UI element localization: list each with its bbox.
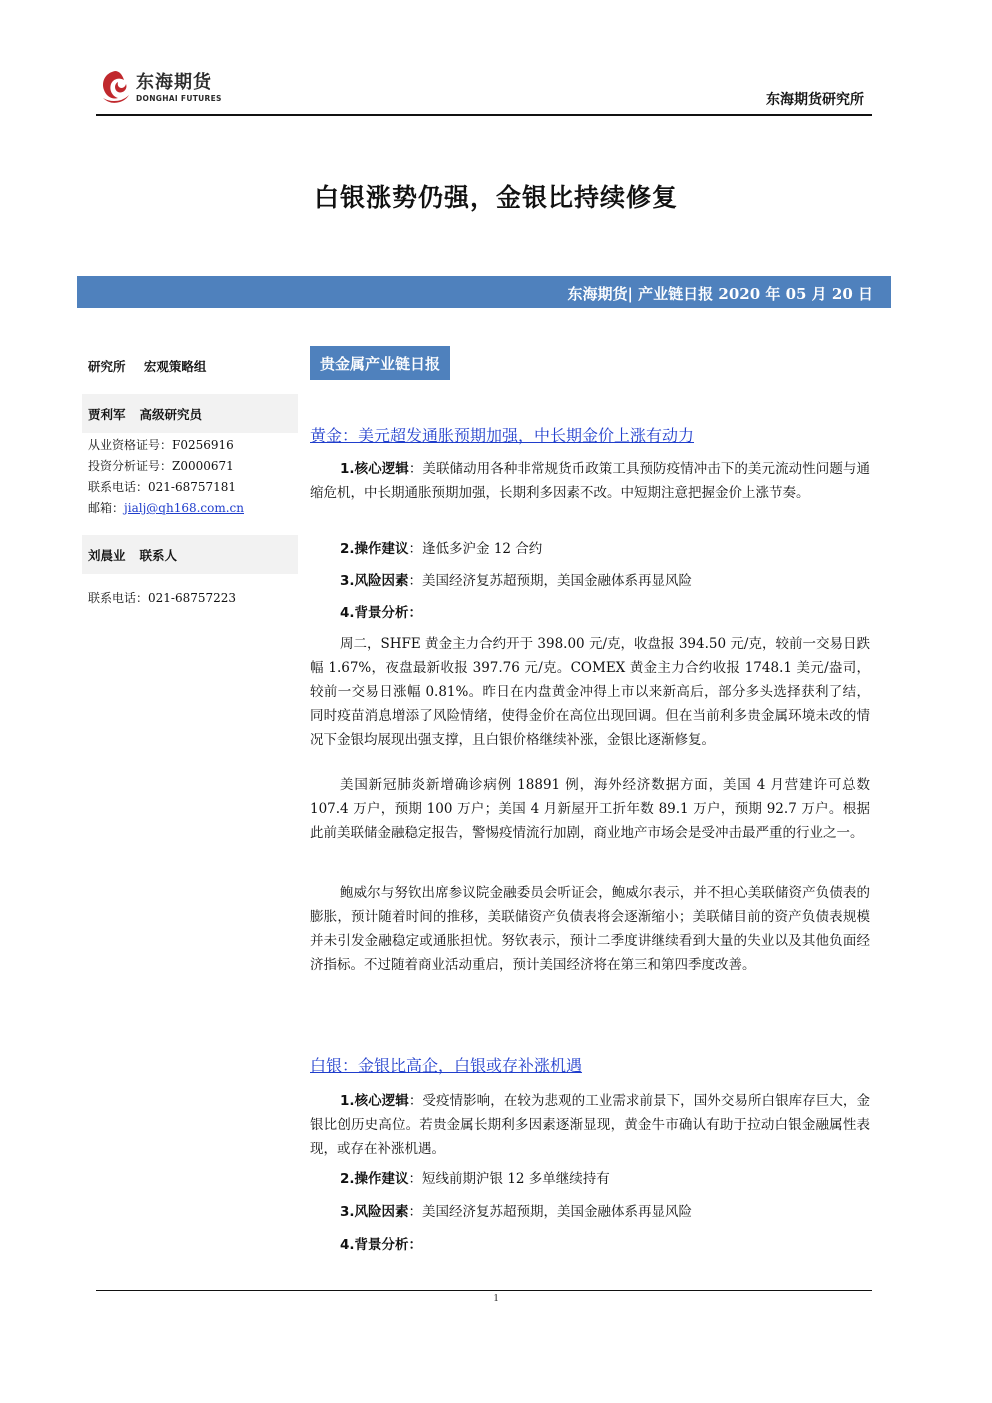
contact-phone: 联系电话：021-68757223 xyxy=(88,591,237,605)
silver-background xyxy=(310,1233,870,1257)
analyst-name: 贾利军 xyxy=(88,406,126,422)
banner-text: 东海期货| 产业链日报 2020 年 05 月 20 日 xyxy=(567,285,873,303)
sidebar-team: 宏观策略组 xyxy=(143,359,207,374)
silver-core-text: ：受疫情影响，在较为悲观的工业需求前景下，国外交易所白银库存巨大，金银比创历史高位。若贵金属长期利多因素逐渐显现，黄金牛市确认有助于拉动白银金融属性表现，或存在补涨机遇。 xyxy=(310,1093,871,1157)
gold-core-label: 1.核心逻辑 xyxy=(340,461,409,477)
silver-core-label: 1.核心逻辑 xyxy=(340,1093,409,1109)
silver-bg-label: 4.背景分析： xyxy=(340,1237,423,1253)
page-number: 1 xyxy=(493,1293,499,1304)
silver-core-logic xyxy=(310,1089,870,1161)
footer-divider xyxy=(96,1290,872,1291)
donghai-logo-icon xyxy=(98,68,132,108)
silver-risk-label: 3.风险因素 xyxy=(340,1204,409,1220)
gold-bg-label: 4.背景分析： xyxy=(340,605,423,621)
gold-section-heading[interactable]: 黄金：美元超发通胀预期加强，中长期金价上涨有动力 xyxy=(310,426,695,445)
contact-name: 刘晨业 xyxy=(88,547,126,563)
analyst-license: 从业资格证号：F0256916 xyxy=(88,438,234,452)
analyst-phone: 联系电话：021-68757181 xyxy=(88,480,237,494)
logo-english-name: DONGHAI FUTURES xyxy=(136,93,222,103)
analyst-role: 高级研究员 xyxy=(139,406,203,422)
analyst-email-link[interactable]: jialj@qh168.com.cn xyxy=(124,501,245,515)
silver-risk-text: ：美国经济复苏超预期，美国金融体系再显风险 xyxy=(408,1204,693,1220)
sidebar-group xyxy=(82,357,298,379)
gold-paragraph-1: 周二，SHFE 黄金主力合约开于 398.00 元/克，收盘报 394.50 元/克，较前一交易日跌幅 1.67%，夜盘最新收报 397.76 元/克。COMEX 黄金主力合约收报 1748.1 美元/盎司，较前一交易日涨幅 0.81%。昨日在内盘黄金冲得上市以来新高后，部分多头选择获利了结，同时疫苗消息增添了风险情绪，使得金价在高位出现回调。但在当前利多贵金属环境未改的情况下金银均展现出强支撑，且白银价格继续补涨，金银比逐渐修复。 xyxy=(310,636,870,748)
contact-role: 联系人 xyxy=(139,547,178,563)
logo-chinese-name: 东海期货 xyxy=(136,71,212,93)
company-logo xyxy=(98,66,228,110)
sidebar-analyst xyxy=(82,394,298,519)
sidebar-dept: 研究所 xyxy=(88,359,126,374)
gold-core-logic xyxy=(310,457,870,505)
gold-risk-text: ：美国经济复苏超预期，美国金融体系再显风险 xyxy=(408,573,693,589)
silver-risk xyxy=(310,1200,870,1224)
gold-operation xyxy=(310,537,870,561)
gold-op-text: ：逢低多沪金 12 合约 xyxy=(408,541,543,557)
analyst-invest-license: 投资分析证号：Z0000671 xyxy=(88,459,234,473)
silver-op-text: ：短线前期沪银 12 多单继续持有 xyxy=(408,1171,610,1187)
header-institute: 东海期货研究所 xyxy=(766,92,864,108)
gold-paragraph-3: 鲍威尔与努钦出席参议院金融委员会听证会，鲍威尔表示，并不担心美联储资产负债表的膨胀，预计随着时间的推移，美联储资产负债表将会逐渐缩小；美联储目前的资产负债表规模并未引发金融稳定或通胀担忧。努钦表示，预计二季度讲继续看到大量的失业以及其他负面经济指标。不过随着商业活动重启，预计美国经济将在第三和第四季度改善。 xyxy=(310,885,870,973)
gold-risk-label: 3.风险因素 xyxy=(340,573,409,589)
silver-section-heading[interactable]: 白银：金银比高企，白银或存补涨机遇 xyxy=(310,1056,583,1075)
gold-risk xyxy=(310,569,870,593)
analyst-email-row xyxy=(88,498,298,519)
gold-core-text: ：美联储动用各种非常规货币政策工具预防疫情冲击下的美元流动性问题与通缩危机，中长期通胀预期加强，长期利多因素不改。中短期注意把握金价上涨节奏。 xyxy=(310,461,871,501)
header-divider xyxy=(96,114,872,116)
email-label: 邮箱： xyxy=(88,501,125,515)
gold-paragraph-2: 美国新冠肺炎新增确诊病例 18891 例，海外经济数据方面，美国 4 月营建许可总数 107.4 万户，预期 100 万户；美国 4 月新屋开工折年数 89.1 万户，预期 92.7 万户。根据此前美联储金融稳定报告，警惕疫情流行加剧，商业地产市场会是受冲击最严重的行业之一。 xyxy=(310,777,870,841)
sidebar-contact xyxy=(82,535,298,609)
document-title: 白银涨势仍强，金银比持续修复 xyxy=(313,183,678,212)
report-banner xyxy=(77,276,891,308)
gold-op-label: 2.操作建议 xyxy=(340,541,409,557)
gold-background xyxy=(310,601,870,625)
silver-operation xyxy=(310,1167,870,1191)
silver-op-label: 2.操作建议 xyxy=(340,1171,409,1187)
report-type-tag: 贵金属产业链日报 xyxy=(310,346,450,380)
